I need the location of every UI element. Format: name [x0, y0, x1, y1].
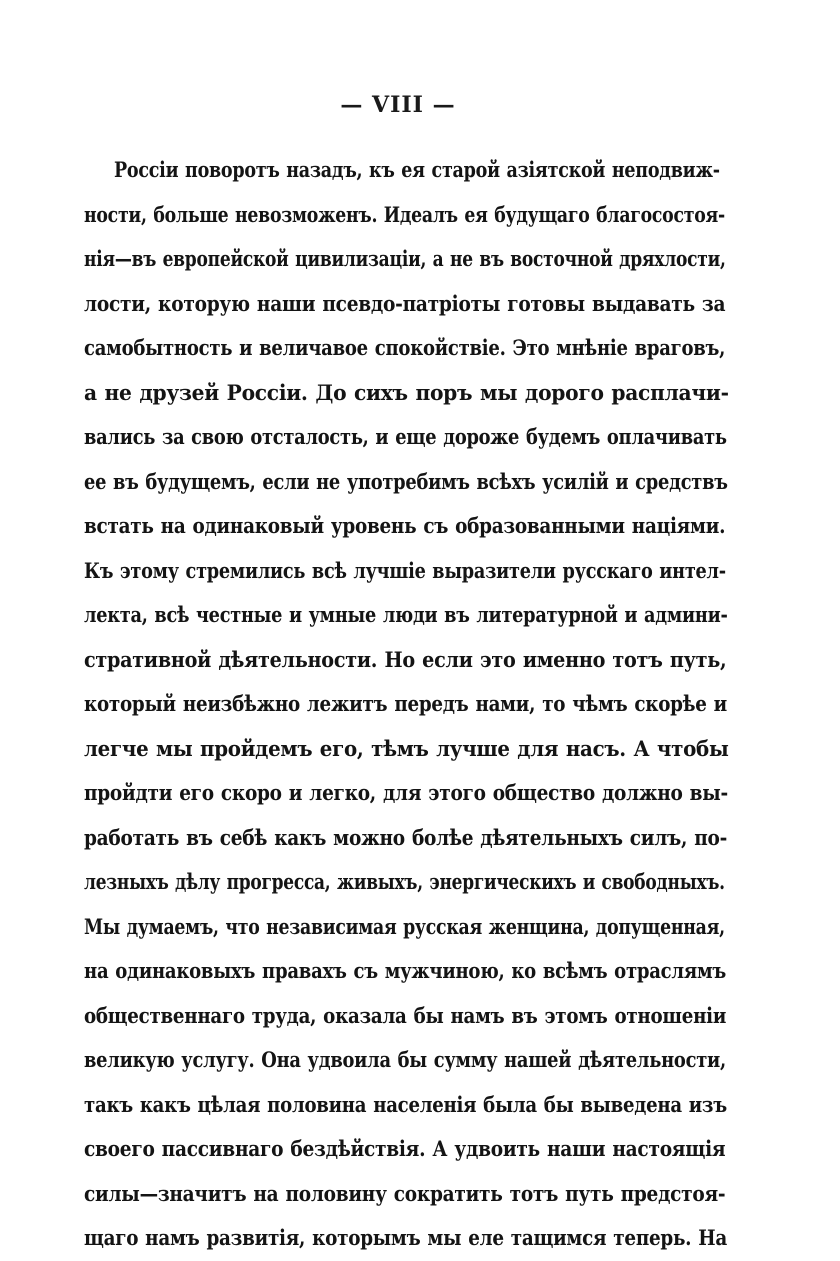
text-line: лекта, всѣ честные и умные люди въ литературной и админи- — [84, 602, 728, 627]
text-line: щаго намъ развитiя, которымъ мы еле тащимся теперь. На — [84, 1225, 727, 1250]
text-line: ее въ будущемъ, если не употребимъ всѣхъ усилiй и средствъ — [84, 468, 728, 494]
page-number: — VIII — — [340, 92, 456, 118]
text-line: своего пассивнаго бездѣйствiя. А удвоить наши настоящiя — [84, 1136, 726, 1161]
text-line: Россiи поворотъ назадъ, къ ея старой азiятской неподвиж- — [114, 157, 720, 182]
text-line: пройдти его скоро и легко, для этого общество должно вы- — [84, 780, 728, 805]
text-line: встать на одинаковый уровень съ образованными нацiями. — [84, 513, 726, 538]
text-line: на одинаковыхъ правахъ съ мужчиною, ко всѣмъ отраслямъ — [84, 958, 726, 983]
text-line: лости, которую наши псевдо-патрiоты готовы выдавать за — [84, 290, 726, 316]
text-line: который неизбѣжно лежитъ передъ нами, то чѣмъ скорѣе и — [84, 691, 727, 716]
text-line: самобытность и величавое спокойствiе. Это мнѣнiе враговъ, — [84, 335, 726, 360]
text-line: нiя—въ европейской цивилизацiи, а не въ восточной дряхлости, — [84, 246, 726, 271]
text-line: лезныхъ дѣлу прогресса, живыхъ, энергическихъ и свободныхъ. — [84, 869, 725, 894]
text-line: Мы думаемъ, что независимая русская женщина, допущенная, — [84, 913, 725, 939]
body-text — [84, 148, 729, 1261]
text-line: работать въ себѣ какъ можно болѣе дѣятельныхъ силъ, по- — [84, 824, 728, 850]
text-line: ности, больше невозможенъ. Идеалъ ея будущаго благосостоя- — [84, 201, 725, 227]
text-line: такъ какъ цѣлая половина населенiя была бы выведена изъ — [84, 1091, 727, 1117]
text-line: легче мы пройдемъ его, тѣмъ лучше для насъ. А чтобы — [84, 735, 729, 761]
text-line: силы—значитъ на половину сократить тотъ путь предстоя- — [84, 1180, 726, 1206]
text-line: Къ этому стремились всѣ лучшiе выразители русскаго интел- — [84, 557, 726, 583]
text-line: вались за свою отсталость, и еще дороже будемъ оплачивать — [84, 424, 727, 449]
text-line: великую услугу. Она удвоила бы сумму нашей дѣятельности, — [84, 1047, 726, 1072]
text-line: общественнаго труда, оказала бы намъ въ этомъ отношенiи — [84, 1002, 727, 1028]
text-line: стративной дѣятельности. Но если это именно тотъ путь, — [84, 646, 727, 672]
text-line: а не друзей Россiи. До сихъ поръ мы дорого расплачи- — [84, 379, 729, 405]
